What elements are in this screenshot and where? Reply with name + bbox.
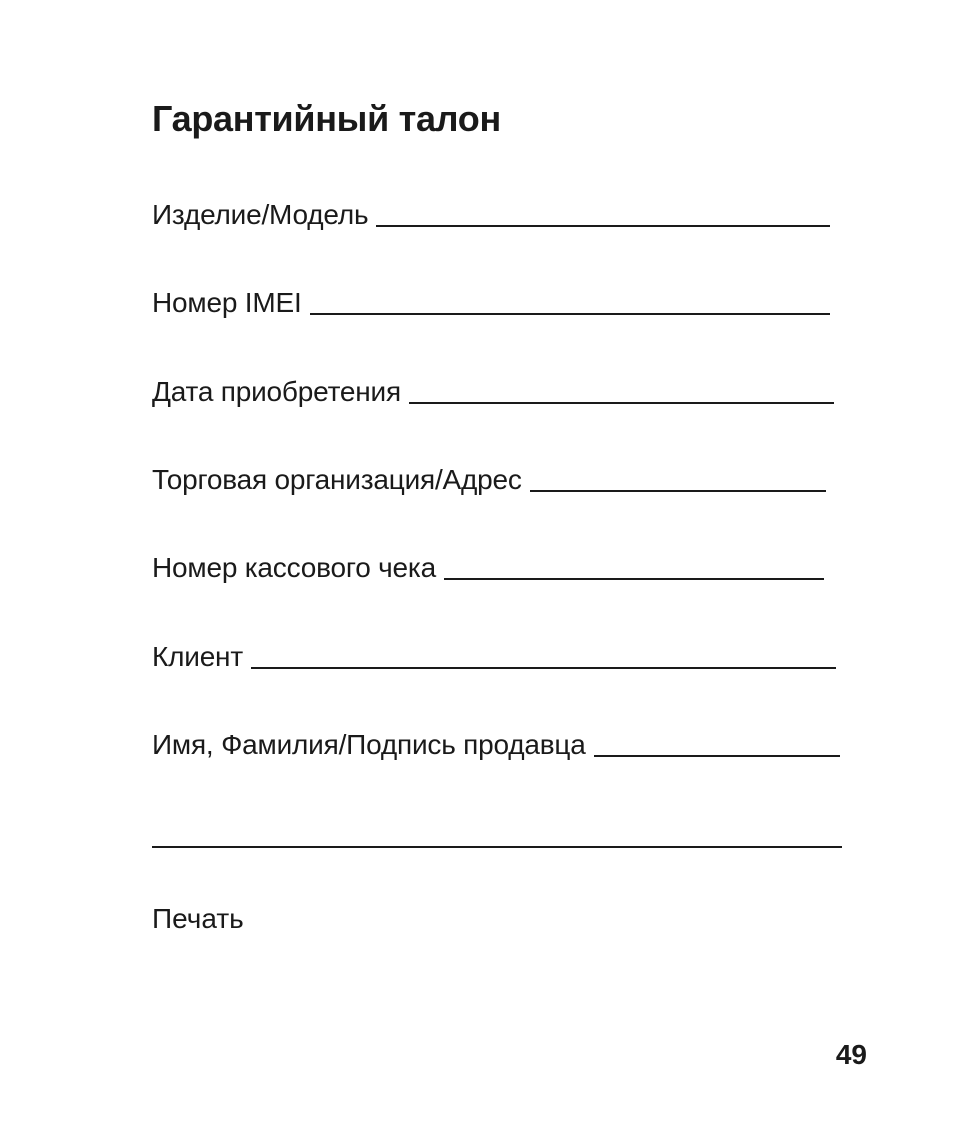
field-purchase-date [152, 373, 834, 409]
field-blank-line [409, 402, 834, 404]
field-imei [152, 284, 830, 320]
field-receipt-number [152, 549, 824, 585]
field-client [152, 638, 836, 674]
field-seller-signature [152, 726, 840, 762]
page-title: Гарантийный талон [152, 98, 501, 139]
field-label: Изделие/Модель [152, 199, 369, 230]
field-label: Имя, Фамилия/Подпись продавца [152, 729, 586, 760]
field-blank-line [310, 313, 830, 315]
field-label: Клиент [152, 641, 243, 672]
field-product-model [152, 196, 830, 232]
field-retailer-address [152, 461, 826, 497]
field-label: Дата приобретения [152, 376, 401, 407]
stamp-label: Печать [152, 903, 244, 934]
field-label: Номер кассового чека [152, 552, 436, 583]
signature-extra-line [152, 846, 842, 848]
field-blank-line [594, 755, 840, 757]
field-blank-line [530, 490, 826, 492]
field-label: Торговая организация/Адрес [152, 464, 522, 495]
field-blank-line [444, 578, 824, 580]
page-number: 49 [835, 1039, 867, 1070]
field-blank-line [251, 667, 836, 669]
field-blank-line [376, 225, 830, 227]
field-label: Номер IMEI [152, 287, 302, 318]
